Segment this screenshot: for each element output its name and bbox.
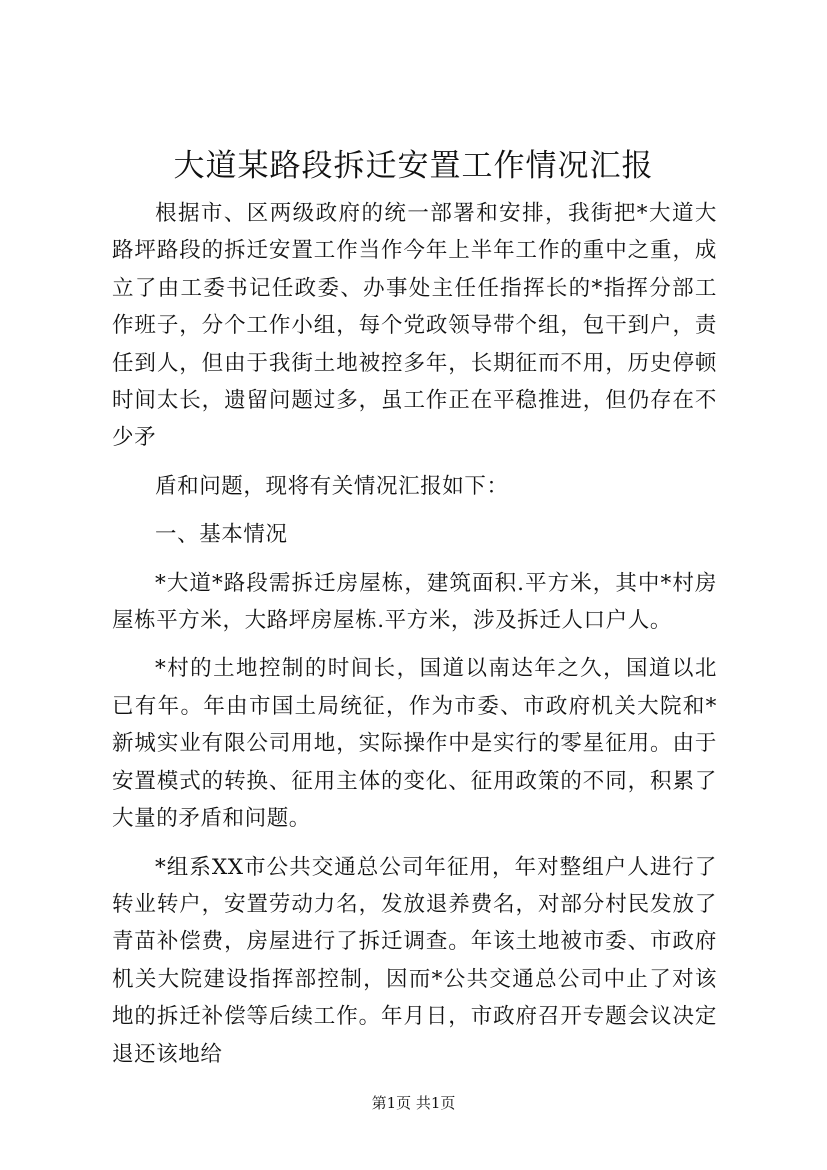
section-heading-basic-situation: 一、基本情况: [155, 522, 288, 548]
paragraph-intro: 根据市、区两级政府的统一部署和安排，我街把*大道大路坪路段的拆迁安置工作当作今年上半年工作的重中之重，成立了由工委书记任政委、办事处主任任指挥长的*指挥分部工作班子，分个工作小组，每个党政领导带个组，包干到户，责任到人，但由于我街土地被控多年，长期征而不用，历史停顿时间太长，遗留问题过多，虽工作正在平稳推进，但仍存在不少矛: [112, 201, 717, 451]
document-title: 大道某路段拆迁安置工作情况汇报: [173, 148, 654, 184]
page-footer: 第1页 共1页: [371, 1094, 456, 1112]
paragraph-demolition-scope: *大道*路段需拆迁房屋栋，建筑面积.平方米，其中*村房屋栋平方米，大路坪房屋栋.平方米，涉及拆迁人口户人。: [112, 570, 717, 634]
paragraph-group-acquisition: *组系XX市公共交通总公司年征用，年对整组户人进行了转业转户，安置劳动力名，发放退养费名，对部分村民发放了青苗补偿费，房屋进行了拆迁调查。年该土地被市委、市政府机关大院建设指挥部控制，因而*公共交通总公司中止了对该地的拆迁补偿等后续工作。年月日，市政府召开专题会议决定退还该地给: [112, 854, 717, 1067]
document-body: [112, 195, 717, 1073]
paragraph-intro-continued: 盾和问题，现将有关情况汇报如下：: [155, 473, 509, 499]
paragraph-land-control: *村的土地控制的时间长，国道以南达年之久，国道以北已有年。年由市国土局统征，作为市委、市政府机关大院和*新城实业有限公司用地，实际操作中是实行的零星征用。由于安置模式的转换、征用主体的变化、征用政策的不同，积累了大量的矛盾和问题。: [112, 656, 717, 832]
